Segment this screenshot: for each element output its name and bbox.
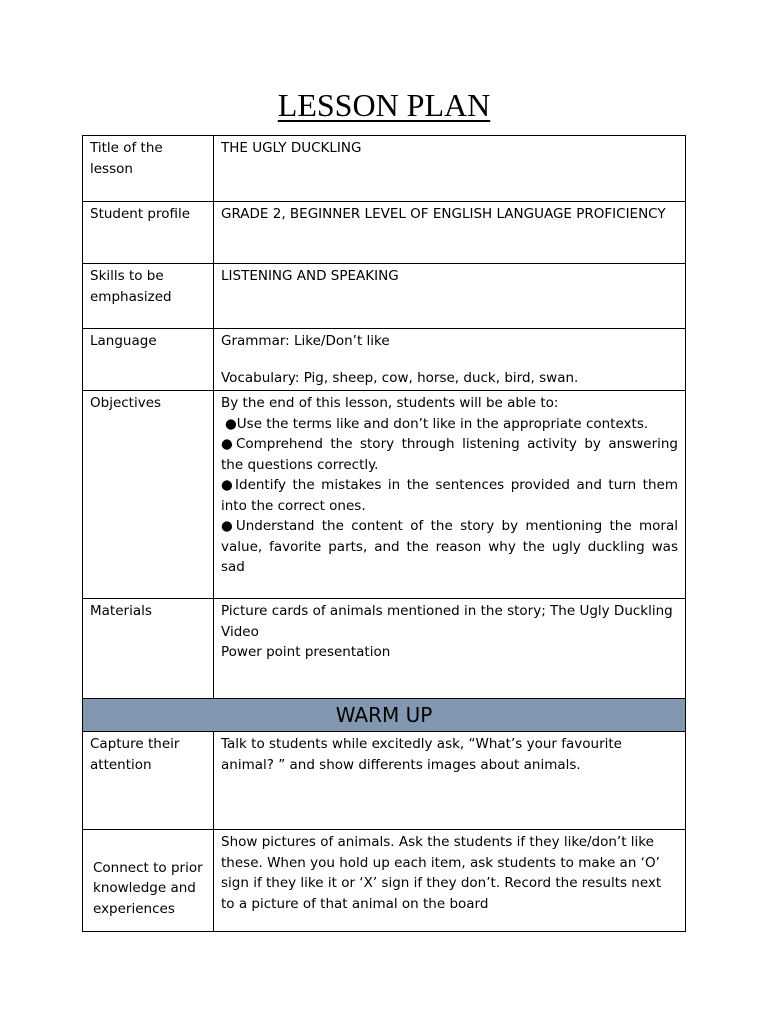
section-header-row (83, 699, 686, 732)
row-label: Capture their attention (83, 732, 214, 830)
row-value: Show pictures of animals. Ask the students if they like/don’t like these. When you hold up each item, ask students to make an ‘O’ sign if they like it or ‘X’ sign if they don’t. Record the results next to a picture of that animal on the board (214, 830, 686, 932)
row-label: Language (83, 329, 214, 391)
row-value (214, 391, 686, 599)
row-label: Objectives (83, 391, 214, 599)
row-value: LISTENING AND SPEAKING (214, 264, 686, 329)
row-value: Talk to students while excitedly ask, “What’s your favourite animal? ” and show differents images about animals. (214, 732, 686, 830)
section-header: WARM UP (83, 699, 686, 732)
table-row-connect (83, 830, 686, 932)
row-value: GRADE 2, BEGINNER LEVEL OF ENGLISH LANGUAGE PROFICIENCY (214, 202, 686, 264)
vocabulary-text: Vocabulary: Pig, sheep, cow, horse, duck, bird, swan. (221, 369, 579, 386)
row-value (214, 599, 686, 699)
row-value (214, 329, 686, 391)
table-row-capture (83, 732, 686, 830)
row-label: Skills to be emphasized (83, 264, 214, 329)
table-row-title (83, 136, 686, 202)
objective-item: ●Understand the content of the story by mentioning the moral value, favorite parts, and the reason why the ugly duckling was sad (221, 518, 678, 575)
material-item: Picture cards of animals mentioned in the story; The Ugly Duckling (221, 603, 673, 619)
row-label: Title of the lesson (83, 136, 214, 202)
table-row-student-profile (83, 202, 686, 264)
material-item: Video (221, 623, 259, 640)
lesson-plan-table (82, 135, 686, 932)
table-row-language (83, 329, 686, 391)
grammar-text: Grammar: Like/Don’t like (221, 333, 390, 349)
row-label (83, 830, 214, 932)
row-value: THE UGLY DUCKLING (214, 136, 686, 202)
objective-item: ●Comprehend the story through listening activity by answering the questions correctly. (221, 436, 678, 473)
page-title-text: LESSON PLAN (277, 87, 491, 123)
page-title (0, 86, 768, 124)
connect-label-text: Connect to prior knowledge and experiences (93, 859, 203, 917)
material-item: Power point presentation (221, 644, 391, 660)
row-label: Materials (83, 599, 214, 699)
row-label: Student profile (83, 202, 214, 264)
objective-item: ●Use the terms like and don’t like in the appropriate contexts. (225, 415, 649, 432)
objective-item: ●Identify the mistakes in the sentences provided and turn them into the correct ones. (221, 477, 678, 514)
table-row-materials (83, 599, 686, 699)
table-row-objectives (83, 391, 686, 599)
objectives-intro: By the end of this lesson, students will be able to: (221, 395, 559, 411)
table-row-skills (83, 264, 686, 329)
